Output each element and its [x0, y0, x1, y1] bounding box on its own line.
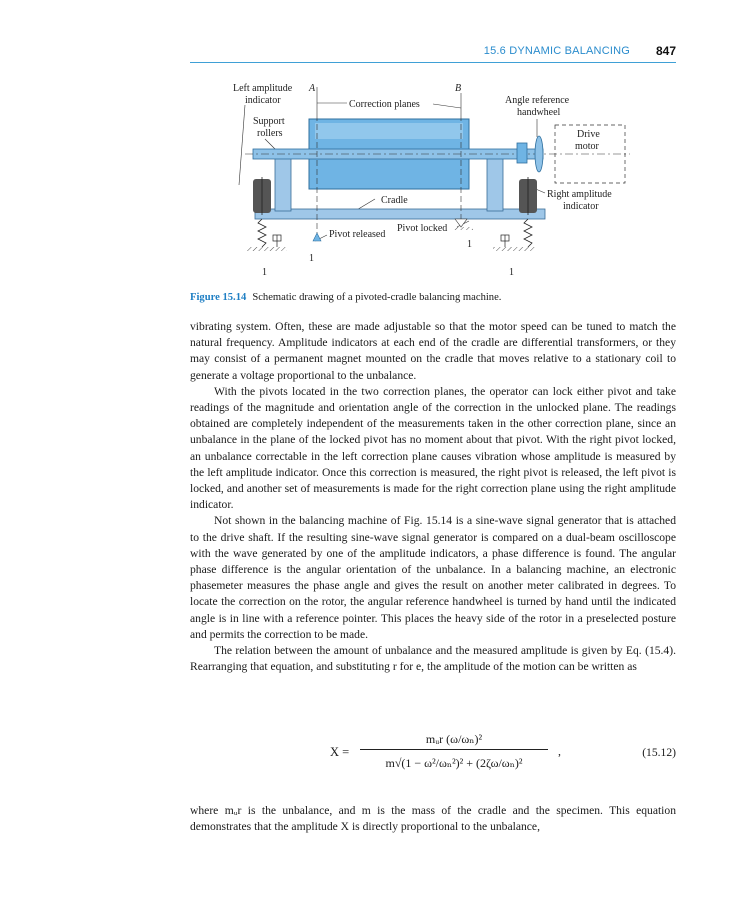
- equation-numerator: mᵤr (ω/ωₙ)²: [425, 732, 483, 746]
- paragraph: Not shown in the balancing machine of Fig. 15.14 is a sine-wave signal generator that is attached to the drive shaft. If the resulting sine-wave signal generator is compared on a dual-beam oscilloscope with the wave generated by one of the amplitude indicators, a phase difference is found. The angular phase difference is the angular orientation of the unbalance. In a balancing machine, an electronic phasemeter measures the phase angle and gives the result on another meter calibrated in degrees. To locate the correction on the rotor, the angular reference handwheel is turned by hand until the indicated angle is in line with a reference pointer. This places the heavy side of the rotor in a preselected posture and permits the correction to be made.: [190, 514, 676, 641]
- paragraph: where mᵤr is the unbalance, and m is the mass of the cradle and the specimen. This equation demonstrates that the amplitude X is directly proportional to the unbalance,: [190, 804, 676, 834]
- after-equation-text: [190, 803, 676, 835]
- correction-planes-label: Correction planes: [349, 99, 420, 110]
- pivot-locked-ground: [453, 227, 473, 230]
- section-title: 15.6 DYNAMIC BALANCING: [483, 45, 630, 57]
- drive-motor-label-2: motor: [575, 141, 599, 152]
- right-amplitude-indicator-label-2: indicator: [563, 201, 599, 212]
- coupling: [517, 143, 527, 163]
- drive-motor-label: Drive: [577, 129, 600, 140]
- left-amplitude-indicator-label: Left amplitude: [233, 83, 293, 94]
- running-header: [190, 44, 676, 63]
- body-text: [190, 319, 676, 675]
- support-rollers-label: Support: [253, 116, 285, 127]
- section-marker-2: 1: [309, 253, 314, 264]
- equation-fraction: [354, 730, 554, 774]
- figure-label: Figure 15.14: [190, 292, 247, 303]
- right-upright: [487, 155, 503, 211]
- left-amplitude-indicator-label-2: indicator: [245, 95, 281, 106]
- pivot-locked-label: Pivot locked: [397, 223, 448, 234]
- section-marker-1: 1: [467, 239, 472, 250]
- equation-denominator: m√(1 − ω²/ωₙ²)² + (2ζω/ωₙ)²: [385, 756, 523, 770]
- pivot-released: [313, 233, 321, 241]
- pivot-released-label: Pivot released: [329, 229, 386, 240]
- left-indicator-leader: [239, 105, 245, 185]
- figure-caption-text: Schematic drawing of a pivoted-cradle balancing machine.: [252, 292, 502, 303]
- balancing-machine-figure: [225, 75, 645, 285]
- page-number: 847: [655, 44, 676, 58]
- equation-15-12: [190, 730, 676, 790]
- point-a-label: A: [309, 83, 316, 94]
- angle-reference-handwheel-label-2: handwheel: [517, 107, 561, 118]
- correction-arrow-right: [433, 104, 461, 108]
- paragraph: The relation between the amount of unbalance and the measured amplitude is given by Eq. (15.4). Rearranging that equation, and substituting r for e, the amplitude of the motion can be written as: [190, 644, 676, 674]
- figure-caption: [190, 291, 676, 304]
- equation-lhs: X =: [330, 745, 350, 759]
- left-upright: [275, 155, 291, 211]
- equation-number: (15.12): [642, 746, 676, 759]
- angle-reference-handwheel-label: Angle reference: [505, 95, 570, 106]
- support-rollers-label-2: rollers: [257, 128, 283, 139]
- balancing-machine-diagram: [225, 75, 645, 285]
- cradle-label: Cradle: [381, 195, 408, 206]
- paragraph: With the pivots located in the two correction planes, the operator can lock either pivot and take readings of the magnitude and orientation angle of the correction in the unlocked plane. The readings obtained are completely independent of the measurements taken in the other correction plane, since an unbalance in the plane of the locked pivot has no moment about that pivot. With the right pivot locked, an unbalance correctable in the left correction plane causes vibration whose amplitude is measured by the left amplitude indicator. Once this correction is measured, the right pivot is released, the left pivot is locked, and another set of measurements is made for the right correction plane using the right amplitude indicator.: [190, 384, 676, 512]
- right-amplitude-indicator-label: Right amplitude: [547, 189, 612, 200]
- section-marker-4: 1: [509, 267, 514, 278]
- point-b-label: B: [455, 83, 462, 94]
- section-marker-3: 1: [262, 267, 267, 278]
- fraction-bar: [360, 749, 548, 750]
- rotor-highlight: [315, 123, 463, 139]
- paragraph: vibrating system. Often, these are made adjustable so that the motor speed can be tuned to match the natural frequency. Amplitude indicators at each end of the cradle are differential transformers, or they may consist of a permanent magnet mounted on the cradle that moves relative to a stationary coil to generate a voltage proportional to the unbalance.: [190, 320, 676, 382]
- angle-reference-handwheel: [535, 136, 543, 172]
- equation-comma: ,: [558, 744, 561, 758]
